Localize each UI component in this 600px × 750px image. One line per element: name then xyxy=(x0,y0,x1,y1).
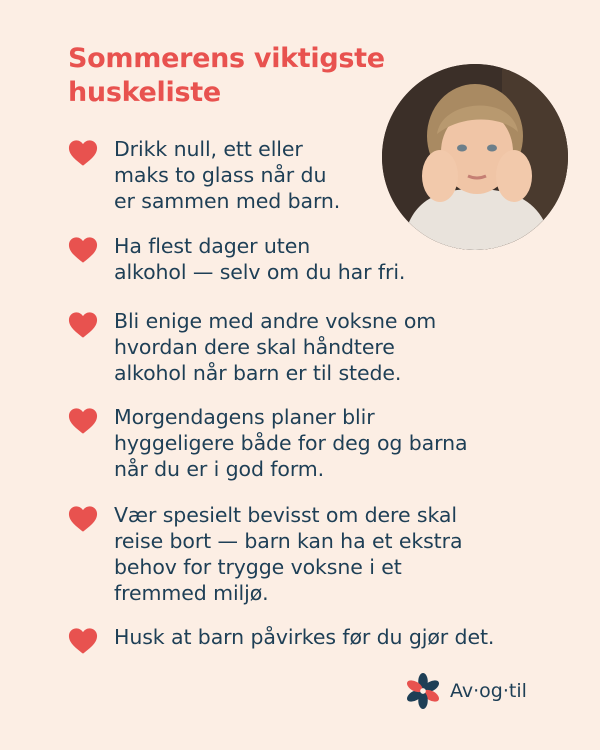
brand-logo xyxy=(404,671,527,711)
list-item-text: Morgendagens planer blir hyggeligere både for deg og barna når du er i god form. xyxy=(114,405,468,481)
heart-icon xyxy=(68,311,98,339)
list-item-text: Vær spesielt bevisst om dere skal reise bort — barn kan ha et ekstra behov for trygge voksne i et fremmed miljø. xyxy=(114,503,463,605)
heart-icon xyxy=(68,236,98,264)
logo-text: Av·og·til xyxy=(450,680,527,702)
heart-icon xyxy=(68,627,98,655)
list-item-text: Ha flest dager uten alkohol — selv om du har fri. xyxy=(114,234,406,284)
list-item-text: Husk at barn påvirkes før du gjør det. xyxy=(114,625,495,649)
flower-logo-icon xyxy=(404,672,442,710)
page-title: Sommerens viktigste huskeliste xyxy=(68,43,385,108)
heart-icon xyxy=(68,505,98,533)
list-item-text: Drikk null, ett eller maks to glass når du er sammen med barn. xyxy=(114,137,341,213)
heart-icon xyxy=(68,407,98,435)
list-item-text: Bli enige med andre voksne om hvordan dere skal håndtere alkohol når barn er til stede. xyxy=(114,309,437,385)
heart-icon xyxy=(68,139,98,167)
